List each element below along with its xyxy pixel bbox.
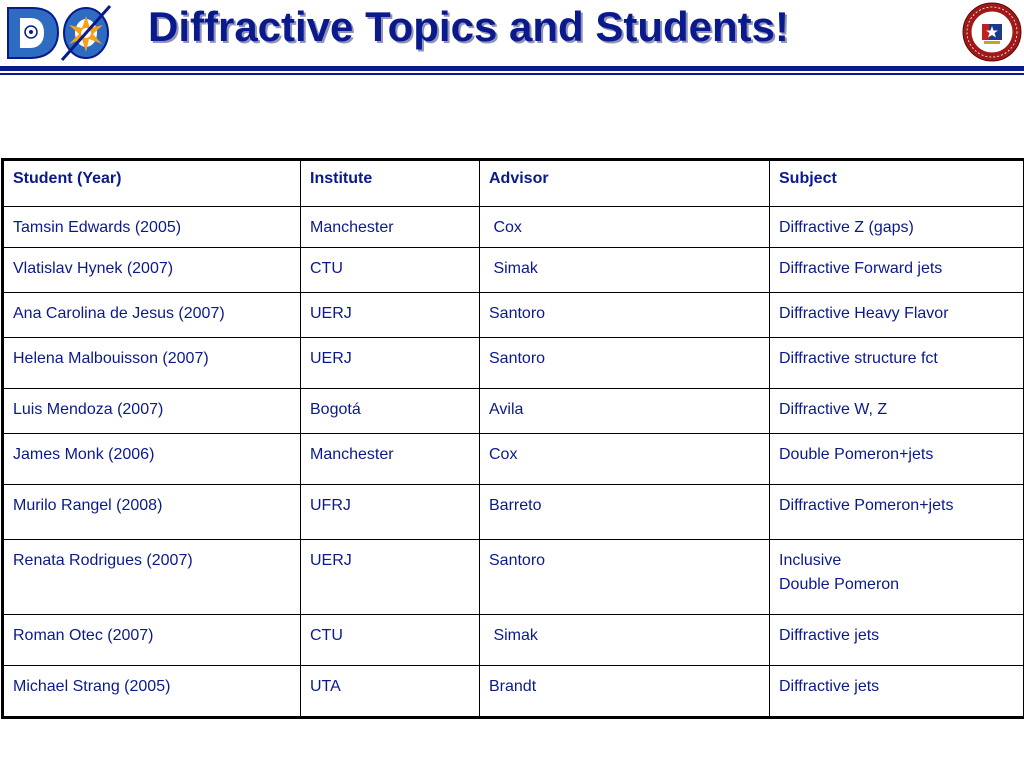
table-row	[3, 434, 1024, 485]
column-header-institute: Institute	[301, 160, 480, 207]
subject-line: Diffractive jets	[779, 627, 880, 644]
subject-line: Diffractive jets	[779, 678, 880, 695]
cell-subject	[770, 615, 1024, 666]
cell-institute: UERJ	[301, 338, 480, 389]
cell-student: Luis Mendoza (2007)	[3, 389, 301, 434]
cell-institute: CTU	[301, 615, 480, 666]
header-divider-thin	[0, 73, 1024, 75]
cell-institute: UERJ	[301, 293, 480, 338]
cell-institute: Bogotá	[301, 389, 480, 434]
cell-institute: Manchester	[301, 434, 480, 485]
column-header-advisor: Advisor	[480, 160, 770, 207]
cell-student: James Monk (2006)	[3, 434, 301, 485]
cell-subject	[770, 389, 1024, 434]
cell-student: Ana Carolina de Jesus (2007)	[3, 293, 301, 338]
subject-line: Diffractive Forward jets	[779, 260, 943, 277]
cell-subject	[770, 338, 1024, 389]
cell-subject	[770, 207, 1024, 248]
table-row	[3, 540, 1024, 615]
cell-advisor: Brandt	[480, 666, 770, 718]
cell-institute: UERJ	[301, 540, 480, 615]
cell-subject	[770, 293, 1024, 338]
cell-subject	[770, 485, 1024, 540]
subject-line: Diffractive structure fct	[779, 350, 938, 367]
subject-line: Double Pomeron+jets	[779, 446, 934, 463]
table-row	[3, 248, 1024, 293]
cell-subject	[770, 434, 1024, 485]
table-row	[3, 615, 1024, 666]
cell-advisor: Simak	[480, 615, 770, 666]
cell-institute: UTA	[301, 666, 480, 718]
cell-student: Helena Malbouisson (2007)	[3, 338, 301, 389]
cell-student: Michael Strang (2005)	[3, 666, 301, 718]
cell-subject	[770, 540, 1024, 615]
cell-advisor: Santoro	[480, 293, 770, 338]
cell-student: Renata Rodrigues (2007)	[3, 540, 301, 615]
table-row	[3, 207, 1024, 248]
cell-student: Roman Otec (2007)	[3, 615, 301, 666]
cell-advisor: Cox	[480, 207, 770, 248]
cell-subject	[770, 248, 1024, 293]
cell-advisor: Avila	[480, 389, 770, 434]
students-table-container	[1, 158, 1023, 719]
cell-advisor: Cox	[480, 434, 770, 485]
table-row	[3, 666, 1024, 718]
d0-logo	[2, 2, 114, 62]
column-header-student: Student (Year)	[3, 160, 301, 207]
cell-institute: CTU	[301, 248, 480, 293]
subject-line: Diffractive W, Z	[779, 401, 888, 418]
table-row	[3, 389, 1024, 434]
table-row	[3, 293, 1024, 338]
subject-line: Double Pomeron	[779, 576, 900, 593]
subject-line: Diffractive Heavy Flavor	[779, 305, 949, 322]
table-header-row	[3, 160, 1024, 207]
slide-title: Diffractive Topics and Students!	[148, 3, 789, 50]
university-seal-icon	[962, 2, 1022, 62]
subject-line: Inclusive	[779, 552, 842, 569]
slide-header	[0, 0, 1024, 80]
cell-institute: UFRJ	[301, 485, 480, 540]
column-header-subject: Subject	[770, 160, 1024, 207]
cell-student: Vlatislav Hynek (2007)	[3, 248, 301, 293]
header-divider-thick	[0, 66, 1024, 71]
cell-advisor: Santoro	[480, 540, 770, 615]
cell-advisor: Santoro	[480, 338, 770, 389]
cell-institute: Manchester	[301, 207, 480, 248]
cell-student: Tamsin Edwards (2005)	[3, 207, 301, 248]
students-table	[1, 158, 1024, 719]
cell-subject	[770, 666, 1024, 718]
subject-line: Diffractive Z (gaps)	[779, 219, 914, 236]
table-row	[3, 338, 1024, 389]
cell-advisor: Barreto	[480, 485, 770, 540]
subject-line: Diffractive Pomeron+jets	[779, 497, 954, 514]
cell-advisor: Simak	[480, 248, 770, 293]
table-row	[3, 485, 1024, 540]
cell-student: Murilo Rangel (2008)	[3, 485, 301, 540]
